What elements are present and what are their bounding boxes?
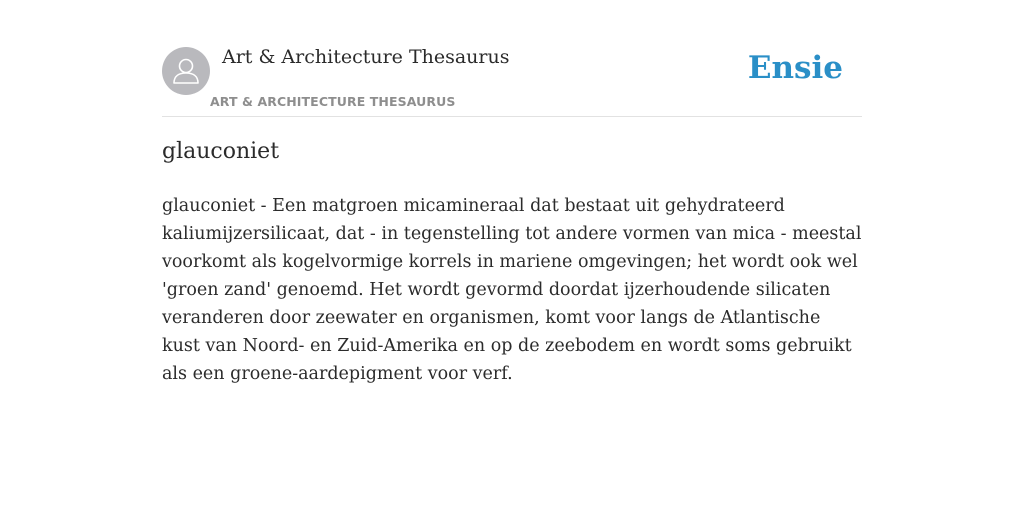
entry-definition: glauconiet - Een matgroen micamineraal dat bestaat uit gehydrateerd kaliumijzersilicaat, dat - in tegenstelling tot andere vormen van mica - meestal voorkomt als kogelvormige korrels in mariene omgevingen; het wordt ook wel 'groen zand' genoemd. Het wordt gevormd doordat ijzerhoudende silicaten veranderen door zeewater en organismen, komt voor langs de Atlantische kust van Noord- en Zuid-Amerika en op de zeebodem en wordt soms gebruikt als een groene-aardepigment voor verf. xyxy=(162,196,862,384)
avatar[interactable] xyxy=(162,47,210,95)
entry-title: glauconiet xyxy=(162,139,280,164)
author-name-link[interactable]: Art & Architecture Thesaurus xyxy=(222,46,510,68)
source-label[interactable]: ART & ARCHITECTURE THESAURUS xyxy=(210,94,456,109)
author-header xyxy=(162,42,862,117)
user-silhouette-icon xyxy=(162,47,210,95)
ensie-logo[interactable]: Ensie xyxy=(747,50,843,86)
